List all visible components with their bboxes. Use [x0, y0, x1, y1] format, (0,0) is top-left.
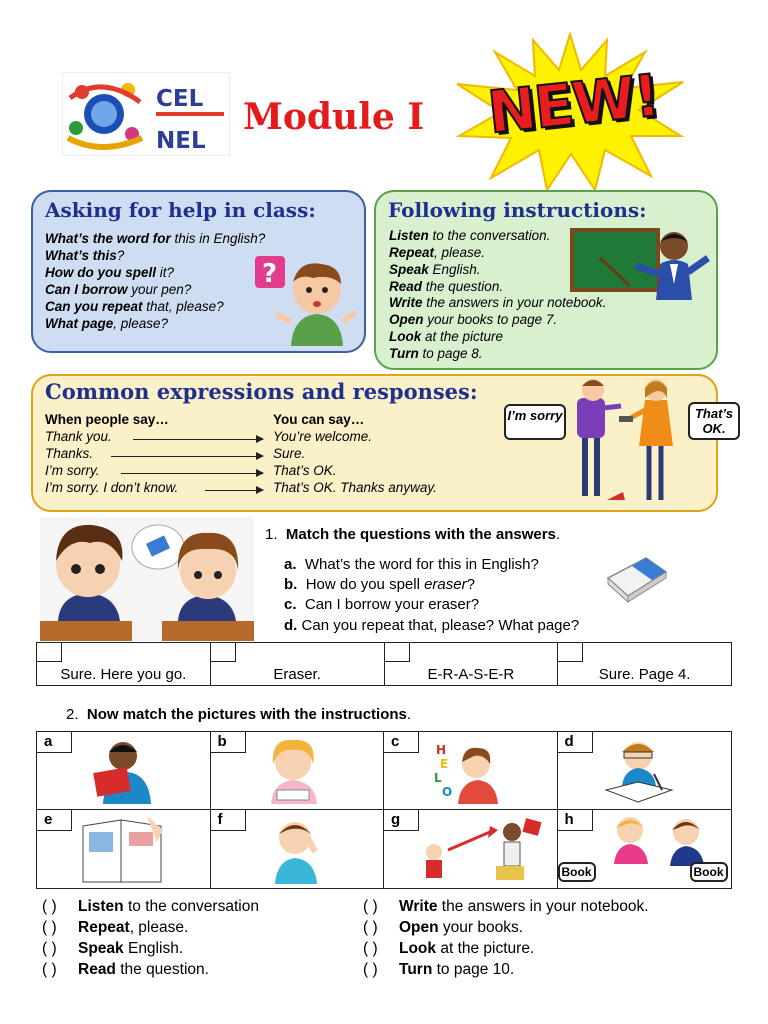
picture-label: a — [37, 732, 72, 753]
expression-reply: That’s OK. — [273, 463, 337, 478]
instruction-open: ( ) Open your books. — [363, 919, 524, 936]
instruction-write: ( ) Write the answers in your notebook. — [363, 898, 649, 915]
open-book-icon — [77, 812, 167, 884]
instruction-phrase: Speak English. — [389, 262, 481, 277]
answer-cell — [37, 643, 211, 685]
confused-boy-icon — [251, 252, 361, 348]
answer-cell — [558, 643, 731, 685]
help-phrase: How do you spell it? — [45, 265, 175, 280]
module-title: Module I — [243, 96, 425, 138]
instruction-turn: ( ) Turn to page 10. — [363, 961, 515, 978]
picture-cell-e — [37, 810, 211, 888]
expression-say: I’m sorry. — [45, 463, 100, 478]
logo-cel-text: CEL — [156, 86, 204, 112]
picture-label: c — [384, 732, 419, 753]
reading-boy-icon — [77, 734, 157, 806]
expression-reply: That’s OK. Thanks anyway. — [273, 480, 437, 495]
expression-say: Thank you. — [45, 429, 112, 444]
expressions-box — [31, 374, 718, 512]
help-phrase: What page, please? — [45, 316, 169, 331]
exercise1-title: 1. Match the questions with the answers. — [265, 526, 561, 543]
instruction-phrase: Look at the picture — [389, 329, 504, 344]
writing-boy-icon — [598, 734, 678, 806]
arrow-icon — [205, 490, 263, 491]
asking-help-title: Asking for help in class: — [45, 198, 316, 222]
arrow-icon — [121, 473, 263, 474]
book-bubble: Book — [690, 862, 728, 882]
expression-reply: Sure. — [273, 446, 306, 461]
asking-help-box — [31, 190, 366, 353]
answer-text: Sure. Here you go. — [60, 666, 187, 683]
help-phrase: What’s this? — [45, 248, 125, 263]
picture-cell-f — [211, 810, 385, 888]
celnel-logo — [62, 72, 230, 156]
instruction-listen: ( ) Listen to the conversation — [42, 898, 259, 915]
logo-nel-text: NEL — [156, 128, 206, 154]
looking-at-picture-icon — [424, 812, 554, 884]
instruction-look: ( ) Look at the picture. — [363, 940, 535, 957]
answer-cell — [385, 643, 559, 685]
answer-text: Eraser. — [273, 666, 321, 683]
instruction-phrase: Write the answers in your notebook. — [389, 295, 607, 310]
svg-text:H: H — [436, 743, 447, 757]
speaking-girl-icon — [424, 734, 504, 806]
thats-ok-speech-bubble: That’s OK. — [688, 402, 740, 440]
picture-cell-g — [384, 810, 558, 888]
picture-cell-d — [558, 732, 732, 810]
expression-say: Thanks. — [45, 446, 94, 461]
svg-text:L: L — [434, 771, 442, 785]
picture-cell-b — [211, 732, 385, 810]
instructions-title: Following instructions: — [388, 198, 647, 222]
picture-cell-a — [37, 732, 211, 810]
classroom-kids-icon — [40, 517, 254, 641]
expression-reply: You’re welcome. — [273, 429, 373, 444]
question-c: c. Can I borrow your eraser? — [284, 596, 480, 613]
listening-boy-icon — [251, 812, 331, 884]
svg-text:?: ? — [262, 259, 278, 289]
help-phrase: What’s the word for this in English? — [45, 231, 266, 246]
help-phrase: Can I borrow your pen? — [45, 282, 192, 297]
instruction-speak: ( ) Speak English. — [42, 940, 184, 957]
instruction-read: ( ) Read the question. — [42, 961, 209, 978]
instruction-phrase: Repeat, please. — [389, 245, 486, 260]
answer-checkbox[interactable] — [384, 642, 410, 662]
answer-checkbox[interactable] — [36, 642, 62, 662]
picture-label: b — [211, 732, 246, 753]
instructions-box — [374, 190, 718, 370]
answer-text: E-R-A-S-E-R — [427, 666, 515, 683]
picture-cell-c — [384, 732, 558, 810]
question-b: b. How do you spell eraser? — [284, 576, 475, 593]
sorry-speech-bubble: I’m sorry — [504, 404, 566, 440]
svg-text:O: O — [442, 785, 453, 799]
answer-checkbox[interactable] — [557, 642, 583, 662]
answer-cell — [211, 643, 385, 685]
question-a: a. What’s the word for this in English? — [284, 556, 539, 573]
answer-text: Sure. Page 4. — [598, 666, 691, 683]
when-people-say-heading: When people say… — [45, 412, 169, 427]
listening-girl-icon — [251, 734, 331, 806]
instruction-phrase: Read the question. — [389, 279, 504, 294]
picture-label: h — [558, 810, 593, 831]
question-d: d. Can you repeat that, please? What page? — [284, 617, 580, 634]
svg-text:E: E — [440, 757, 449, 771]
answers-table — [36, 642, 732, 686]
picture-label: f — [211, 810, 246, 831]
picture-label: d — [558, 732, 593, 753]
instruction-phrase: Open your books to page 7. — [389, 312, 558, 327]
picture-cell-h — [558, 810, 732, 888]
answer-checkbox[interactable] — [210, 642, 236, 662]
instruction-repeat: ( ) Repeat, please. — [42, 919, 189, 936]
picture-label: e — [37, 810, 72, 831]
instruction-phrase: Turn to page 8. — [389, 346, 483, 361]
expression-say: I’m sorry. I don’t know. — [45, 480, 179, 495]
you-can-say-heading: You can say… — [273, 412, 365, 427]
expressions-title: Common expressions and responses: — [45, 379, 478, 404]
instruction-phrase: Listen to the conversation. — [389, 228, 551, 243]
pictures-grid — [36, 731, 732, 889]
picture-label: g — [384, 810, 419, 831]
help-phrase: Can you repeat that, please? — [45, 299, 224, 314]
teacher-chalkboard-icon — [570, 224, 716, 300]
exercise2-title: 2. Now match the pictures with the instructions. — [66, 706, 412, 723]
new-badge: NEW! — [484, 61, 662, 147]
apology-scene-icon — [563, 376, 713, 512]
arrow-icon — [133, 439, 263, 440]
eraser-icon — [602, 552, 670, 604]
book-bubble: Book — [558, 862, 596, 882]
arrow-icon — [111, 456, 263, 457]
